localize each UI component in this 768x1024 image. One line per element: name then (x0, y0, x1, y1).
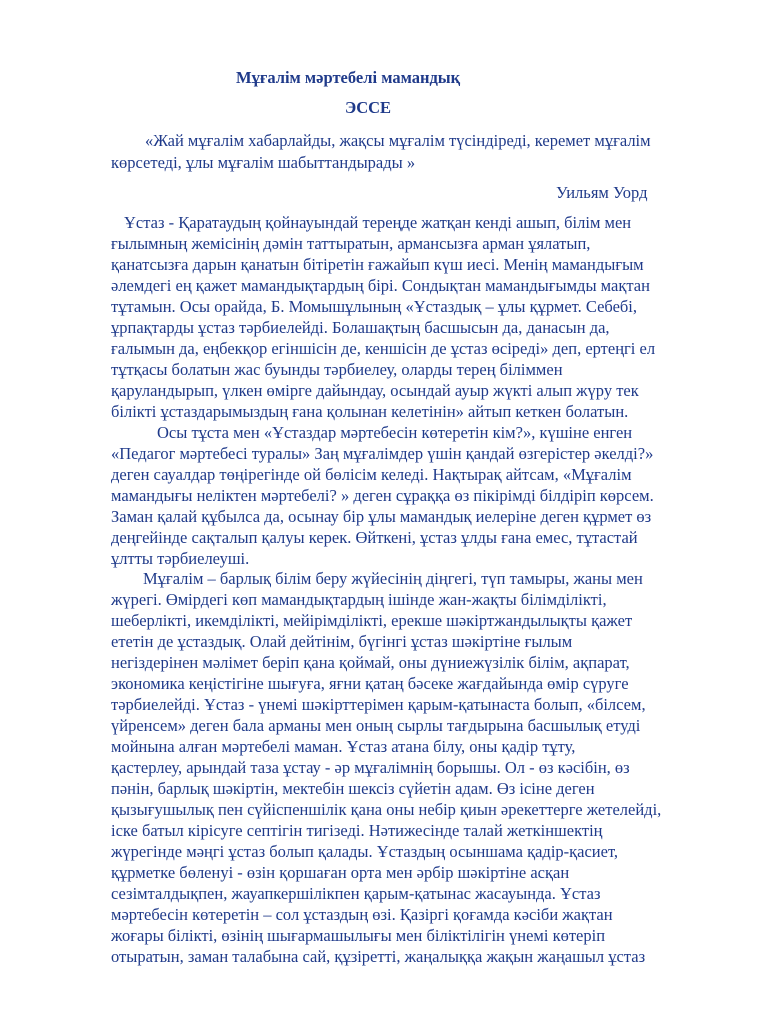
epigraph-author: Уильям Уорд (556, 183, 648, 202)
paragraph-line: жүрегі. Өмірдегі көп мамандықтардың ішінде жан-жақты білімділікті, (111, 590, 607, 609)
paragraph-line: іске батыл кірісуге септігін тигізеді. Нәтижесінде талай жеткіншектің (111, 821, 603, 840)
paragraph-line: пәнін, барлық шәкіртін, мектебін шексіз сүйетін адам. Өз ісіне деген (111, 779, 595, 798)
paragraph-line: жүрегінде мәңгі ұстаз болып қалады. Ұстаздың осыншама қадір-қасиет, (111, 842, 619, 861)
paragraph-line: ететін де ұстаздық. Олай дейтінім, бүгінгі ұстаз шәкіртіне ғылым (111, 632, 573, 651)
paragraph-line: сезімталдықпен, жауапкершілікпен қарым-қатынас жасауында. Ұстаз (111, 884, 601, 903)
document-subtitle: ЭССЕ (345, 98, 392, 117)
paragraph-line: құрметке бөленуі - өзін қоршаған орта мен әрбір шәкіртіне асқан (111, 863, 570, 882)
paragraph-line: қаруландырып, үлкен өмірге дайындау, осындай ауыр жүкті алып жүру тек (111, 381, 639, 400)
paragraph-line: шеберлікті, икемділікті, мейірімділікті, ерекше шәкіртжандылықты қажет (111, 611, 633, 630)
paragraph-line: тұтамын. Осы орайда, Б. Момышұлының «Ұстаздық – ұлы құрмет. Себебі, (111, 297, 637, 316)
paragraph-line: мойнына алған мәртебелі маман. Ұстаз атана білу, оны қадір тұту, (111, 737, 576, 756)
paragraph-line: мамандығы неліктен мәртебелі? » деген сұраққа өз пікірімді білдіріп көрсем. (111, 486, 654, 505)
paragraph-line: Ұстаз - Қаратаудың қойнауындай тереңде жатқан кенді ашып, білім мен (124, 213, 632, 232)
paragraph-line: экономика кеңістігіне шығуға, яғни қатаң бәсеке жағдайында өмір сүруге (111, 674, 629, 693)
paragraph-line: білікті ұстаздарымыздың ғана қолынан келетінін» айтып кеткен болатын. (111, 402, 629, 421)
paragraph-line: «Педагог мәртебесі туралы» Заң мұғалімдер үшін қандай өзгерістер әкелді?» (111, 444, 654, 463)
document-title: Мұғалім мәртебелі мамандық (236, 68, 461, 87)
paragraph-line: қызығушылық пен сүйіспеншілік қана оны небір қиын әрекеттерге жетелейді, (111, 800, 662, 819)
paragraph-line: деңгейінде сақталып қалуы керек. Өйткені, ұстаз ұлды ғана емес, тұтастай (111, 528, 638, 547)
paragraph-line: отыратын, заман талабына сай, құзіретті, жаңалыққа жақын жаңашыл ұстаз (111, 947, 646, 966)
paragraph-line: ұрпақтарды ұстаз тәрбиелейді. Болашақтың басшысын да, данасын да, (111, 318, 610, 337)
epigraph-line: көрсетеді, ұлы мұғалім шабыттандырады » (111, 153, 416, 172)
paragraph-line: әлемдегі ең қажет мамандықтардың бірі. Сондықтан мамандығымды мақтан (111, 276, 650, 295)
paragraph-line: ғылымның жемісінің дәмін таттыратын, армансызға арман ұялатып, (111, 234, 591, 253)
paragraph-line: Мұғалім – барлық білім беру жүйесінің діңгегі, түп тамыры, жаны мен (143, 569, 643, 588)
paragraph-line: деген сауалдар төңірегінде ой бөлісім келеді. Нақтырақ айтсам, «Мұғалім (111, 465, 632, 484)
paragraph-line: Заман қалай құбылса да, осынау бір ұлы мамандық иелеріне деген құрмет өз (111, 507, 652, 526)
paragraph-line: жоғары білікті, өзінің шығармашылығы мен біліктілігін үнемі көтеріп (111, 926, 606, 945)
paragraph-line: қастерлеу, арындай таза ұстау - әр мұғалімнің борышы. Ол - өз кәсібін, өз (111, 758, 630, 777)
paragraph-line: үйренсем» деген бала арманы мен оның сырлы тағдырына басшылық етуді (111, 716, 641, 735)
paragraph-line: ғалымын да, еңбекқор егіншісін де, кеншісін де ұстаз өсіреді» деп, ертеңгі ел (111, 339, 656, 358)
epigraph-line: «Жай мұғалім хабарлайды, жақсы мұғалім түсіндіреді, керемет мұғалім (145, 131, 651, 150)
paragraph-line: тұтқасы болатын жас буынды тәрбиелеу, оларды терең біліммен (111, 360, 563, 379)
paragraph-line: ұлтты тәрбиелеуші. (111, 549, 250, 568)
paragraph-line: Осы тұста мен «Ұстаздар мәртебесін көтеретін кім?», күшіне енген (157, 423, 633, 442)
paragraph-line: қанатсызға дарын қанатын бітіретін ғажайып күш иесі. Менің мамандығым (111, 255, 644, 274)
paragraph-line: негіздерінен мәлімет беріп қана қоймай, оны дүниежүзілік білім, ақпарат, (111, 653, 630, 672)
paragraph-line: мәртебесін көтеретін – сол ұстаздың өзі. Қазіргі қоғамда кәсіби жақтан (111, 905, 613, 924)
paragraph-line: тәрбиелейді. Ұстаз - үнемі шәкірттерімен қарым-қатынаста болып, «білсем, (111, 695, 646, 714)
